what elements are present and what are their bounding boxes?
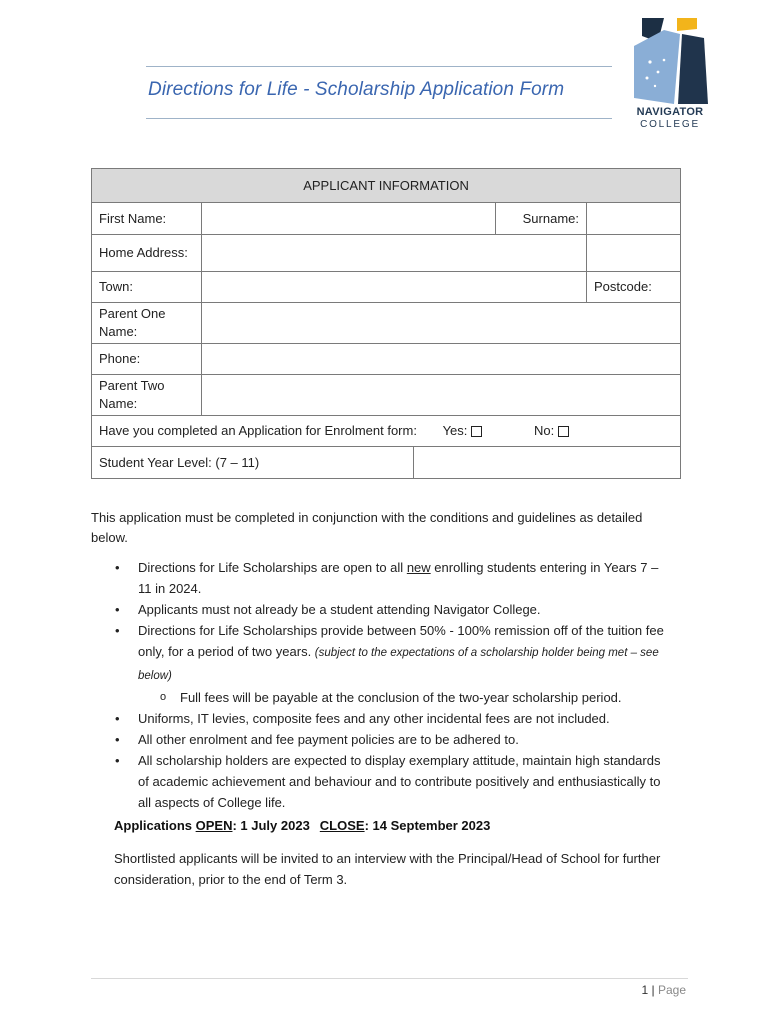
yes-label: Yes:: [442, 423, 468, 438]
close-word: CLOSE: [319, 818, 365, 833]
list-item: • Directions for Life Scholarships are open to all new enrolling students entering in Years 7 – 11 in 2024.: [114, 557, 674, 599]
shortlist-paragraph: Shortlisted applicants will be invited to an interview with the Principal/Head of School for further consideration, prior to the end of Term 3.: [114, 851, 661, 887]
navigator-college-logo: [628, 16, 714, 106]
footer-rule: [91, 978, 688, 979]
parent-two-field[interactable]: [202, 375, 681, 416]
list-item: • Uniforms, IT levies, composite fees and any other incidental fees are not included.: [114, 708, 674, 729]
bullet-icon: •: [115, 560, 120, 575]
surname-label: Surname:: [496, 203, 587, 235]
parent-two-label: Parent Two Name:: [92, 375, 202, 416]
year-level-field[interactable]: [414, 447, 681, 479]
enrolment-question-row: [92, 416, 681, 447]
home-address-field-extra[interactable]: [587, 235, 681, 272]
no-label: No:: [534, 423, 555, 438]
town-field[interactable]: [202, 272, 587, 303]
first-name-field[interactable]: [202, 203, 496, 235]
yes-checkbox[interactable]: [471, 426, 482, 437]
sub-list-item: o Full fees will be payable at the conclusion of the two-year scholarship period.: [114, 687, 674, 708]
applicant-information-form: [91, 168, 681, 479]
title-rule-top: [146, 66, 612, 67]
hollow-bullet-icon: o: [160, 691, 167, 703]
bullet-icon: •: [115, 732, 120, 747]
intro-paragraph: This application must be completed in conjunction with the conditions and guidelines as detailed below.: [91, 510, 643, 545]
no-checkbox[interactable]: [558, 426, 569, 437]
title-rule-bottom: [146, 118, 612, 119]
applications-dates: Applications OPEN: 1 July 2023 CLOSE: 14 September 2023: [114, 818, 491, 833]
list-item: • Applicants must not already be a student attending Navigator College.: [114, 599, 674, 620]
page-title: Directions for Life - Scholarship Application Form: [148, 79, 565, 100]
conditions-list: [114, 557, 674, 813]
list-item: • All scholarship holders are expected to display exemplary attitude, maintain high standards of academic achievement and behaviour and to contribute positively and enthusiastically to all aspects of College life.: [114, 750, 674, 813]
first-name-label: First Name:: [92, 203, 202, 235]
logo-blue-sail: [634, 30, 680, 104]
logo-wordmark: NAVIGATOR: [636, 106, 704, 118]
postcode-label: Postcode:: [587, 272, 681, 303]
phone-field[interactable]: [202, 344, 681, 375]
bullet-icon: •: [115, 623, 120, 638]
logo-dark-mast: [678, 34, 708, 104]
bullet-icon: •: [115, 711, 120, 726]
page-number: 1: [641, 983, 649, 997]
logo-subtitle: COLLEGE: [640, 119, 700, 130]
enrolment-question: Have you completed an Application for Enrolment form:: [99, 423, 417, 438]
list-item: • All other enrolment and fee payment policies are to be adhered to.: [114, 729, 674, 750]
open-word: OPEN: [195, 818, 233, 833]
bullet-icon: •: [115, 602, 120, 617]
parent-one-field[interactable]: [202, 303, 681, 344]
surname-field[interactable]: [587, 203, 681, 235]
year-level-label: Student Year Level: (7 – 11): [92, 447, 414, 479]
logo-yellow-flag: [677, 18, 697, 31]
bullet-note: (subject to the expectations of a scholarship holder being met – see below): [138, 647, 659, 682]
postcode-field[interactable]: [586, 270, 680, 301]
phone-label: Phone:: [92, 344, 202, 375]
home-address-label: Home Address:: [92, 235, 202, 272]
form-section-title: APPLICANT INFORMATION: [92, 169, 681, 203]
page-label: Page: [657, 983, 686, 997]
list-item: • Directions for Life Scholarships provide between 50% - 100% remission off of the tuition fee only, for a period of two years. (subject to the expectations of a scholarship holder being met – see below): [114, 620, 674, 687]
bullet-icon: •: [115, 753, 120, 768]
parent-one-label: Parent One Name:: [92, 303, 202, 344]
page-footer: [560, 983, 686, 997]
town-label: Town:: [92, 272, 202, 303]
footer-separator: |: [651, 983, 655, 997]
home-address-field[interactable]: [202, 235, 587, 272]
